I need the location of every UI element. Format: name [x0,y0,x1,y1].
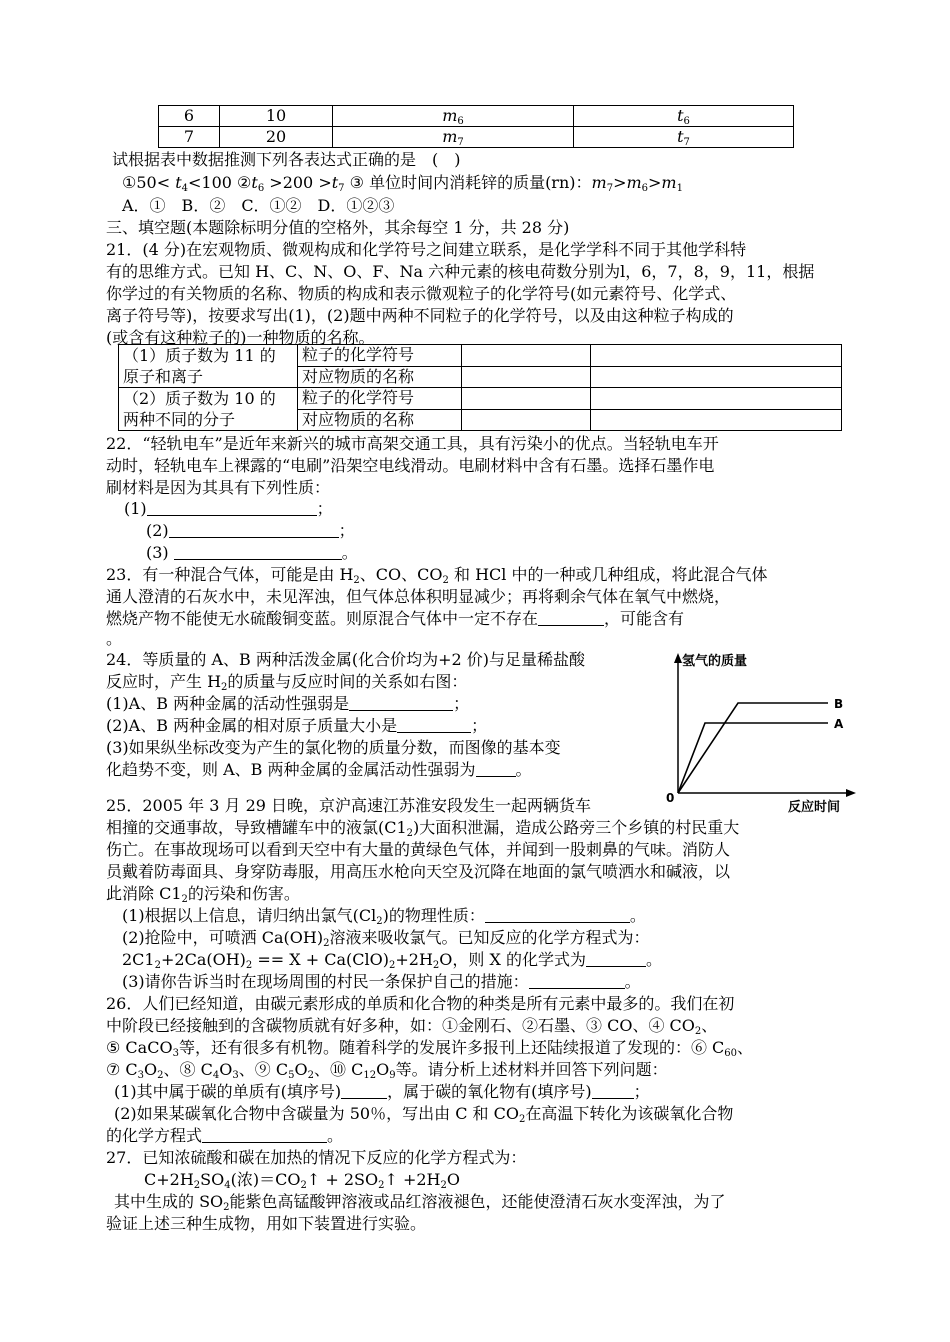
answer-cell[interactable] [462,409,591,431]
table-row [159,106,794,127]
answer-blank[interactable] [529,972,625,989]
answer-cell[interactable] [591,345,842,367]
q27-equation: $C+2H_2SO_4$(浓)$=CO_2↑$ + $2SO_2↑ +2H_2O$ [144,1170,460,1191]
answer-blank[interactable] [341,1082,387,1099]
q21-text: 21．(4 分)在宏观物质、微观构成和化学符号之间建立联系，是化学学科不同于其他学科特 [106,240,747,259]
q25-text: 相撞的交通事故，导致槽罐车中的液氯$(C1_2)$大面积泄漏，造成公路旁三个乡镇的村民重大 [106,818,740,839]
q21-text: (或含有这种粒子的)一种物质的名称。 [106,328,375,347]
q23-text: 燃烧产物不能使无水硫酸铜变蓝。则原混合气体中一定不存在 ，可能含有 [106,609,685,628]
q23-text: 。 [106,629,123,648]
answer-blank[interactable] [147,499,317,516]
q22-blank-1: (1) ； [124,499,333,518]
row-label: 对应物质的名称 [298,409,462,431]
answer-blank[interactable] [397,716,471,733]
q26-text: ⑤ CaCO$_3$等，还有很多有机物。随着科学的发展许多报刊上还陆续报道了发现的：⑥ $C_{60}$、 [106,1038,754,1059]
series-line-b [678,703,828,793]
q25-text: 员戴着防毒面具、身穿防毒服，用高压水枪向天空及沉降在地面的氯气喷洒水和碱液，以 [106,862,731,881]
q21-answer-table [118,344,842,431]
table-cell: 20 [220,127,333,148]
answer-blank[interactable] [592,1082,634,1099]
group-label: （1）质子数为 11 的 原子和离子 [119,345,298,388]
section-heading: 三、填空题(本题除标明分值的空格外，其余每空 1 分，共 28 分) [106,218,570,237]
q22-blank-3: (3) 。 [146,543,358,562]
q25-text: 25．2005 年 3 月 29 日晚，京沪高速江苏淮安段发生一起两辆货车 [106,796,592,815]
hydrogen-mass-chart [660,645,856,817]
q25-text: 伤亡。在事故现场可以看到天空中有大量的黄绿色气体，并闻到一股刺鼻的气味。消防人 [106,840,731,859]
answer-blank[interactable] [174,543,342,560]
q24-text: 反应时，产生 $H_2$的质量与反应时间的关系如右图： [106,672,468,693]
q26-part-2: (2)如果某碳氧化合物中含碳量为 50％，写出由 C 和 $CO_2$在高温下转化为该碳氧化合物 [114,1104,734,1125]
series-label-a: A [834,717,844,731]
q21-text: 你学过的有关物质的名称、物质的构成和表示微观粒子的化学符号(如元素符号、化学式、 [106,284,737,303]
q20-options: A．① B．② C．①② D．①②③ [122,196,395,215]
y-axis-arrow [674,653,682,663]
q24-text: 24．等质量的 A、B 两种活泼金属(化合价均为+2 价)与足量稀盐酸 [106,650,586,669]
q27-text: 验证上述三种生成物，用如下装置进行实验。 [106,1214,427,1233]
answer-cell[interactable] [462,388,591,410]
q26-part-1: (1)其中属于碳的单质有(填序号) ，属于碳的氧化物有(填序号) ； [114,1082,650,1101]
row-label: 粒子的化学符号 [298,345,462,367]
answer-cell[interactable] [591,366,842,388]
q24-text: (3)如果纵坐标改变为产生的氯化物的质量分数，而图像的基本变 [106,738,561,757]
q25-equation: $2C1_2+2Ca(OH)_2 == X + Ca(ClO)_2+2H_2O$，则 X 的化学式为 。 [122,950,662,971]
q25-text: 此消除 $C1_2$的污染和伤害。 [106,884,300,905]
answer-blank[interactable] [476,760,516,777]
q23-text: 通人澄清的石灰水中，未见浑浊，但气体总体积明显减少；再将剩余气体在氧气中燃烧， [106,587,731,606]
q20-prompt: 试根据表中数据推测下列各表达式正确的是 ( ) [112,150,461,169]
q26-text: 26．人们已经知道，由碳元素形成的单质和化合物的种类是所有元素中最多的。我们在初 [106,994,735,1013]
q25-part-3: (3)请你告诉当时在现场周围的村民一条保护自己的措施： 。 [122,972,641,991]
x-axis-arrow [846,789,856,797]
answer-cell[interactable] [591,409,842,431]
q26-text: ⑦ $C_3O_2$、⑧ $C_4O_3$、⑨ $C_5O_2$、⑩ $C_{12}O_9$等。请分析上述材料并回答下列问题： [106,1060,668,1081]
q26-part-2b: 的化学方程式 。 [106,1126,344,1145]
table-cell: 10 [220,106,333,127]
y-axis-label: 氢气的质量 [682,654,748,669]
answer-blank[interactable] [349,694,453,711]
answer-cell[interactable] [462,366,591,388]
row-label: 粒子的化学符号 [298,388,462,410]
q22-text: 刷材料是因为其具有下列性质： [106,478,331,497]
table-cell: 7 [159,127,220,148]
series-label-b: B [834,697,844,711]
q21-text: 离子符号等)，按要求写出(1)，(2)题中两种不同粒子的化学符号，以及由这种粒子构成的 [106,306,734,325]
answer-blank[interactable] [485,906,630,923]
table-cell: $m_6$ [333,106,574,127]
q22-blank-2: (2) ； [146,521,355,540]
answer-blank[interactable] [538,609,604,626]
answer-blank[interactable] [586,950,646,967]
q22-text: 动时，轻轨电车上裸露的“电刷”沿架空电线滑动。电刷材料中含有石墨。选择石墨作电 [106,456,715,475]
table-row [159,127,794,148]
table-cell: $t_7$ [574,127,794,148]
answer-cell[interactable] [462,345,591,367]
data-table [158,105,794,148]
answer-cell[interactable] [591,388,842,410]
x-axis-label: 反应时间 [788,800,841,815]
q25-part-2: (2)抢险中，可喷洒 $Ca(OH)_2$溶液来吸收氯气。已知反应的化学方程式为： [122,928,650,949]
q24-blank-1: (1)A、B 两种金属的活动性强弱是 ； [106,694,470,713]
answer-blank[interactable] [202,1126,327,1143]
table-cell: $m_7$ [333,127,574,148]
q26-text: 中阶段已经接触到的含碳物质就有好多种，如：①金刚石、②石墨、③ CO、④ $CO_2$、 [106,1016,718,1037]
answer-blank[interactable] [169,521,339,538]
q27-text: 27．已知浓硫酸和碳在加热的情况下反应的化学方程式为： [106,1148,527,1167]
q21-text: 有的思维方式。已知 H、C、N、O、F、Na 六种元素的核电荷数分别为l，6，7，8，9，11，根据 [106,262,815,281]
origin-label: 0 [666,791,675,805]
q22-text: 22．“轻轨电车”是近年来新兴的城市高架交通工具，具有污染小的优点。当轻轨电车开 [106,434,719,453]
table-cell: $t_6$ [574,106,794,127]
q20-statements: ①50< $t_4<100$ $②t_6 >200 >t_7$ ③ 单位时间内消耗锌的质量(rn)：$m_7>m_6>m_1$ [122,173,683,194]
q24-blank-2: (2)A、B 两种金属的相对原子质量大小是 ； [106,716,488,735]
q24-blank-3: 化趋势不变，则 A、B 两种金属的金属活动性强弱为 。 [106,760,532,779]
q23-text: 23．有一种混合气体，可能是由 $H_2$、CO、$CO_2$ 和 HCl 中的一种或几种组成，将此混合气体 [106,565,768,586]
group-label: （2）质子数为 10 的 两种不同的分子 [119,388,298,431]
q27-text: 其中生成的 $SO_2$能紫色高锰酸钾溶液或品红溶液褪色，还能使澄清石灰水变浑浊，为了 [114,1192,726,1213]
row-label: 对应物质的名称 [298,366,462,388]
q25-part-1: (1)根据以上信息，请归纳出氯气$(Cl_2)$的物理性质： 。 [122,906,646,927]
table-cell: 6 [159,106,220,127]
